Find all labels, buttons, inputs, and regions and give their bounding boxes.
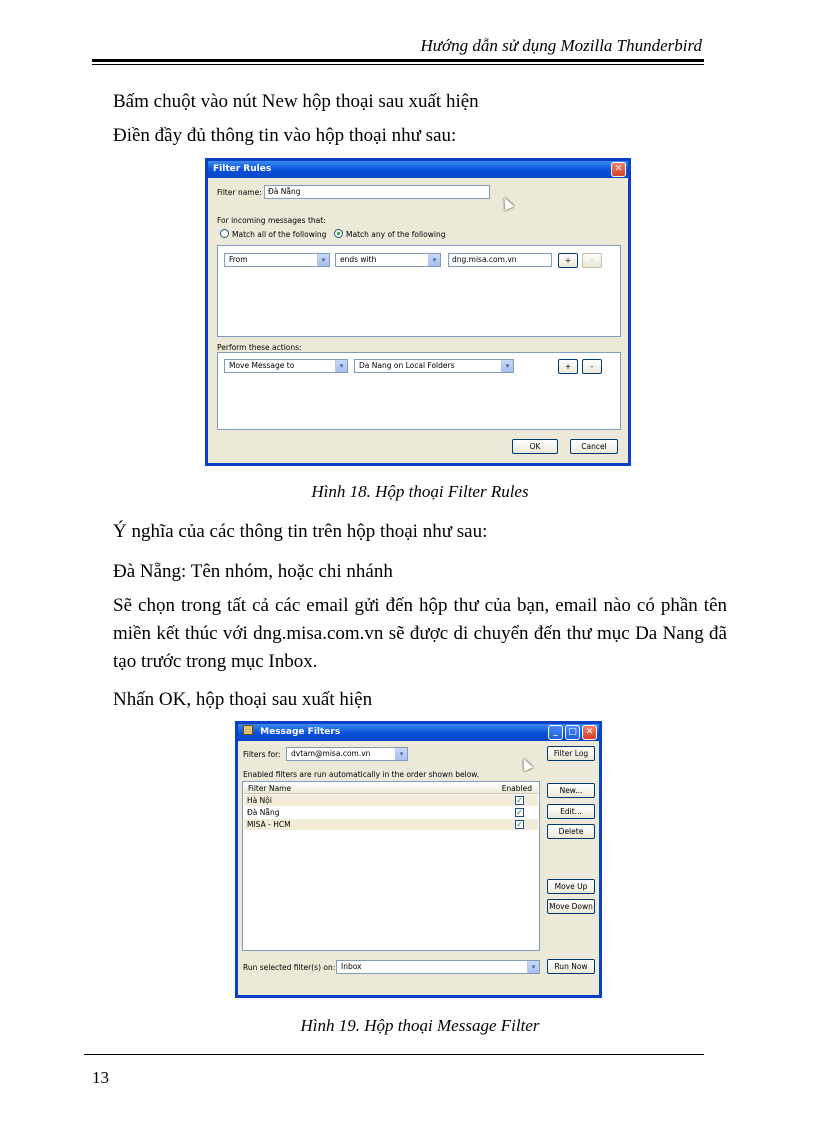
actions-list (217, 352, 621, 430)
match-all-radio[interactable] (220, 229, 229, 238)
paragraph-new-button: Bấm chuột vào nút New hộp thoại sau xuất hiện (113, 91, 479, 112)
filter-log-button[interactable]: Filter Log (547, 746, 595, 761)
incoming-label: For incoming messages that: (217, 216, 326, 225)
ok-button[interactable]: OK (512, 439, 558, 454)
message-filters-title: Message Filters (260, 727, 341, 737)
filters-info-text: Enabled filters are run automatically in the order shown below. (243, 770, 480, 779)
filter-list-header (244, 783, 538, 794)
footer-rule (84, 1054, 704, 1055)
figure-18-caption: Hình 18. Hộp thoại Filter Rules (311, 482, 529, 501)
remove-condition-button[interactable]: - (582, 253, 602, 268)
enabled-checkbox[interactable]: ✓ (516, 820, 523, 829)
condition-value-input[interactable]: dng.misa.com.vn (448, 253, 552, 267)
page-number: 13 (92, 1068, 109, 1087)
filter-row[interactable] (244, 819, 538, 830)
minimize-icon[interactable]: _ (548, 725, 563, 740)
run-folder-value: Inbox (341, 962, 362, 971)
paragraph-press-ok: Nhấn OK, hộp thoại sau xuất hiện (113, 689, 373, 710)
filter-name-label: Filter name: (217, 188, 262, 197)
action-select[interactable] (224, 359, 348, 373)
filter-rules-titlebar (208, 161, 628, 178)
match-any-radio[interactable] (334, 229, 343, 238)
action-value: Move Message to (229, 361, 295, 370)
chevron-down-icon: ▾ (501, 360, 513, 372)
running-header: Hướng dẫn sử dụng Mozilla Thunderbird (420, 36, 702, 55)
paragraph-da-nang: Đà Nẵng: Tên nhóm, hoặc chi nhánh (113, 561, 393, 582)
close-icon[interactable]: ✕ (611, 162, 626, 177)
conditions-list (217, 245, 621, 337)
header-rule (92, 59, 704, 62)
condition-operator-value: ends with (340, 255, 377, 264)
cancel-button[interactable]: Cancel (570, 439, 618, 454)
account-value: dvtam@misa.com.vn (291, 749, 371, 758)
edit-filter-button[interactable]: Edit... (547, 804, 595, 819)
header-rule-thin (92, 64, 704, 65)
filter-name-input[interactable]: Đà Nẵng (264, 185, 490, 199)
filter-rules-title: Filter Rules (213, 164, 272, 174)
add-condition-button[interactable]: + (558, 253, 578, 268)
message-filters-dialog (235, 721, 602, 998)
filters-for-label: Filters for: (243, 750, 281, 759)
condition-field-value: From (229, 255, 248, 264)
target-folder-value: Da Nang on Local Folders (359, 361, 455, 370)
condition-field-select[interactable] (224, 253, 330, 267)
remove-action-button[interactable]: - (582, 359, 602, 374)
match-any-label: Match any of the following (346, 230, 446, 239)
chevron-down-icon: ▾ (335, 360, 347, 372)
condition-operator-select[interactable] (335, 253, 441, 267)
app-icon (243, 725, 253, 735)
paragraph-fill-info: Điền đầy đủ thông tin vào hộp thoại như sau: (113, 125, 457, 146)
figure-19-caption: Hình 19. Hộp thoại Message Filter (300, 1016, 540, 1035)
message-filters-titlebar (238, 724, 599, 741)
chevron-down-icon: ▾ (428, 254, 440, 266)
filter-row[interactable] (244, 807, 538, 818)
filter-list (242, 781, 540, 951)
maximize-icon[interactable]: □ (565, 725, 580, 740)
chevron-down-icon: ▾ (395, 748, 407, 760)
match-all-label: Match all of the following (232, 230, 327, 239)
move-up-button[interactable]: Move Up (547, 879, 595, 894)
delete-filter-button[interactable]: Delete (547, 824, 595, 839)
target-folder-select[interactable] (354, 359, 514, 373)
enabled-checkbox[interactable]: ✓ (516, 796, 523, 805)
run-now-button[interactable]: Run Now (547, 959, 595, 974)
filter-row-name: Đà Nẵng (247, 808, 280, 817)
run-on-label: Run selected filter(s) on: (243, 963, 336, 972)
run-folder-select[interactable] (336, 960, 540, 974)
filter-row[interactable] (244, 795, 538, 806)
mouse-cursor-icon (500, 195, 514, 210)
close-icon[interactable]: ✕ (582, 725, 597, 740)
actions-label: Perform these actions: (217, 343, 302, 352)
new-filter-button[interactable]: New... (547, 783, 595, 798)
paragraph-explanation: Sẽ chọn trong tất cả các email gửi đến hộp thư của bạn, email nào có phần tên miền kết thúc với dng.misa.com.vn sẽ được di chuyển đến thư mục Da Nang đã tạo trước trong mục Inbox. (113, 595, 727, 672)
col-enabled[interactable]: Enabled (501, 784, 532, 793)
chevron-down-icon: ▾ (527, 961, 539, 973)
add-action-button[interactable]: + (558, 359, 578, 374)
filter-rules-dialog (205, 158, 631, 466)
enabled-checkbox[interactable]: ✓ (516, 808, 523, 817)
filter-row-name: MISA - HCM (247, 820, 291, 829)
col-filter-name[interactable]: Filter Name (248, 784, 292, 793)
paragraph-meaning: Ý nghĩa của các thông tin trên hộp thoại như sau: (113, 521, 488, 542)
move-down-button[interactable]: Move Down (547, 899, 595, 914)
chevron-down-icon: ▾ (317, 254, 329, 266)
mouse-cursor-icon (519, 756, 533, 771)
account-select[interactable] (286, 747, 408, 761)
filter-row-name: Hà Nội (247, 796, 272, 805)
